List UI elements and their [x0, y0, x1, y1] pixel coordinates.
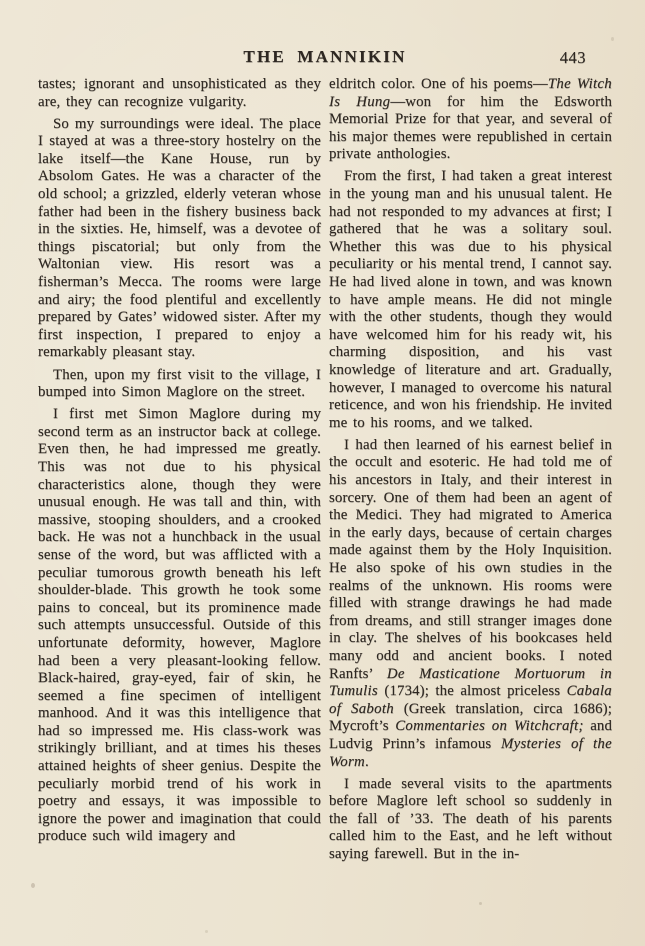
paragraph: So my surroundings were ideal. The place I stayed at was a three-story hostelry on the lake itself—the Kane House, run by Absolom Gates. He was a character of the old school; a grizzled, elderly veteran whose father had been in the fishery business back in the sixties. He, himself, was a devotee of things piscatorial; but only from the Waltonian view. His resort was a fisherman’s Mecca. The rooms were large and airy; the food plentiful and excellently prepared by Gates’ widowed sister. After my first inspection, I prepared to enjoy a remarkably pleasant stay.: [38, 115, 321, 361]
paragraph: I had then learned of his earnest belief in the occult and esoteric. He had told me of his ancestors in Italy, and their interest in sorcery. One of them had been an agent of the Medici. They had migrated to America in the early days, because of certain charges made against them by the Holy Inquisition. He also spoke of his own studies in the realms of the unknown. His rooms were filled with strange drawings he had made from dreams, and still stranger images done in clay. The shelves of his bookcases held many odd and ancient books. I noted Ranfts’ De Masticatione Mortuorum in Tumulis (1734); the almost priceless Cabala of Saboth (Greek translation, circa 1686); Mycroft’s Commentaries on Witchcraft; and Ludvig Prinn’s infamous Mysteries of the Worm.: [329, 436, 613, 770]
paragraph: tastes; ignorant and unsophisticated as they are, they can recognize vulgarity.: [38, 76, 321, 110]
text-columns: [38, 76, 612, 864]
paragraph: From the first, I had taken a great interest in the young man and his unusual talent. He had not responded to my advances at first; I gathered that he was a solitary soul. Whether this was due to his physical peculiarity or his mental trend, I cannot say. He had lived alone in town, and was known to have ample means. He did not mingle with the other students, though they would have welcomed him for his ready wit, his charming disposition, and his vast knowledge of literature and art. Gradually, however, I managed to overcome his natural reticence, and won his friendship. He invited me to his rooms, and we talked.: [329, 168, 612, 431]
running-title: THE MANNIKIN: [243, 47, 407, 66]
left-column: [38, 76, 321, 864]
page-number: 443: [559, 48, 586, 67]
paragraph: I made several visits to the apartments before Maglore left school so suddenly in the fall of ’33. The death of his parents called him to the East, and he left without saying farewell. But in the in-: [329, 775, 612, 863]
right-column: [329, 76, 612, 864]
paper-speck: [611, 37, 614, 41]
paper-speck: [205, 930, 208, 933]
paragraph: I first met Simon Maglore during my second term as an instructor back at college. Even then, he had impressed me greatly. This was not due to his physical characteristics alone, though they were unusual enough. He was tall and thin, with massive, stooping shoulders, and a crooked back. He was not a hunchback in the usual sense of the word, but was afflicted with a peculiar tumorous growth beneath his left shoulder-blade. This growth he took some pains to conceal, but its prominence made such attempts unsuccessful. Outside of this unfortunate deformity, however, Maglore had been a very pleasant-looking fellow. Black-haired, gray-eyed, fair of skin, he seemed a fine specimen of intelligent manhood. And it was this intelligence that had so impressed me. His class-work was strikingly brilliant, and at times his theses attained heights of sheer genius. Despite the peculiarly morbid trend of his work in poetry and essays, it was impossible to ignore the power and imagination that could produce such wild imagery and: [38, 406, 321, 845]
paragraph: Then, upon my first visit to the village, I bumped into Simon Maglore on the street.: [38, 366, 321, 401]
paper-speck: [479, 902, 482, 905]
paper-speck: [31, 883, 35, 888]
paragraph: eldritch color. One of his poems—The Witch Is Hung—won for him the Edsworth Memorial Prize for that year, and several of his major themes were republished in certain private anthologies.: [329, 76, 613, 163]
page-header: [38, 47, 612, 69]
